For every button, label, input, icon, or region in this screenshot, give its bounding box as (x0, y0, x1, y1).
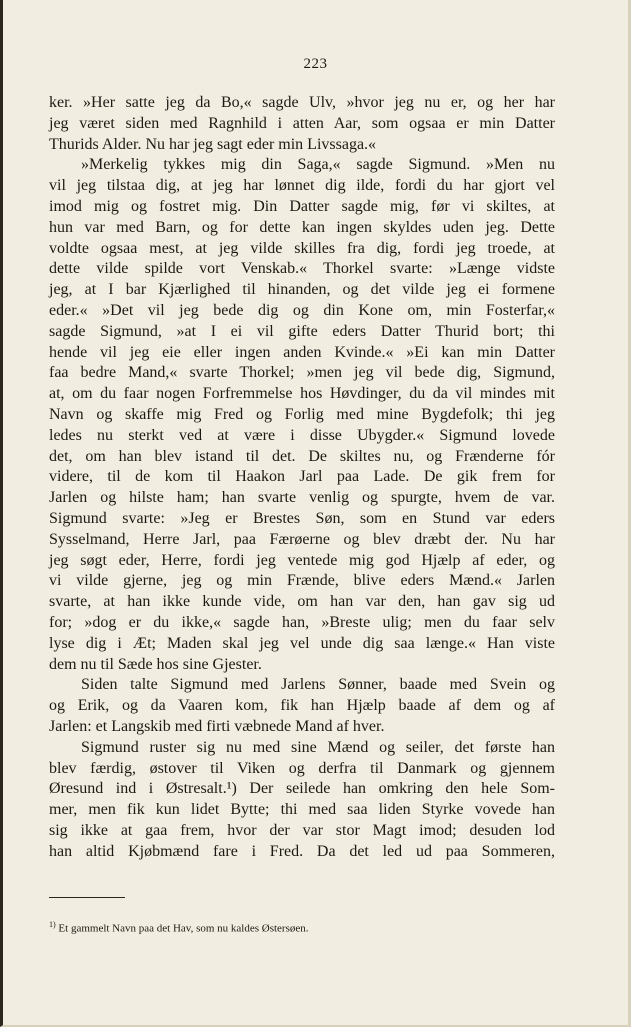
body-text (49, 93, 555, 862)
footnote-rule (49, 897, 125, 898)
text-line: mer, men fik kun lidet Bytte; thi med saa liden Styrke vovede han (49, 801, 555, 819)
text-line: imod mig og fostret mig. Din Datter sagde mig, før vi skiltes, at (49, 197, 555, 215)
text-line: blev færdig, østover til Viken og derfra til Danmark og gjennem (49, 759, 555, 777)
text-line: hende vil jeg eie eller ingen anden Kvinde.« »Ei kan min Datter (49, 343, 555, 361)
text-line: Siden talte Sigmund med Jarlens Sønner, baade med Svein og (81, 676, 555, 694)
text-line: jeg søgt eder, Herre, fordi jeg ventede mig god Hjælp af eder, og (49, 551, 555, 569)
text-line: Øresund ind i Østresalt.¹) Der seilede han omkring den hele Som- (49, 780, 555, 798)
text-line: Sigmund ruster sig nu med sine Mænd og seiler, det første han (81, 738, 555, 756)
text-line: og Erik, og da Vaaren kom, fik han Hjælp baade af dem og af (49, 697, 555, 715)
text-line: for; »dog er du ikke,« sagde han, »Breste ulig; men du faar selv (49, 613, 555, 631)
text-line: Sigmund svarte: »Jeg er Brestes Søn, som en Stund var eders (49, 509, 555, 527)
text-line: sig ikke at gaa frem, hvor der var stor Magt imod; desuden lod (49, 821, 555, 839)
text-line: ker. »Her satte jeg da Bo,« sagde Ulv, »hvor jeg nu er, og her har (49, 94, 555, 111)
text-line: dem nu til Sæde hos sine Gjester. (49, 655, 262, 673)
text-line: dette vilde spilde vort Venskab.« Thorkel svarte: »Længe vidste (49, 260, 555, 278)
text-line: svarte, at han ikke kunde vide, om han var den, han gav sig ud (49, 593, 555, 611)
text-line: Jarlen: et Langskib med firti væbnede Mand af hver. (49, 717, 385, 735)
text-line: at, om du faar nogen Forfremmelse hos Høvdinger, du da vil mindes mit (49, 385, 555, 403)
text-line: lyse dig i Æt; Maden skal jeg vel unde dig saa længe.« Han viste (49, 634, 555, 652)
text-line: Navn og skaffe mig Fred og Forlig med mine Bygdefolk; thi jeg (49, 405, 555, 423)
text-line: han altid Kjøbmænd fare i Fred. Da det led ud paa Sommeren, (49, 842, 555, 860)
text-line: ledes nu sterkt ved at være i disse Ubygder.« Sigmund lovede (49, 426, 555, 444)
text-line: videre, til de kom til Haakon Jarl paa Lade. De gik frem for (49, 468, 555, 486)
text-line: voldte ogsaa mest, at jeg vilde skilles fra dig, fordi jeg troede, at (49, 239, 555, 257)
text-line: det, om han blev istand til det. De skiltes nu, og Frænderne fór (49, 447, 555, 465)
text-line: Sysselmand, Herre Jarl, paa Færøerne og blev dræbt der. Nu har (49, 530, 555, 548)
text-line: faa bedre Mand,« svarte Thorkel; »men jeg vil bede dig, Sigmund, (49, 364, 555, 382)
footnote (49, 918, 555, 936)
page-number: 223 (303, 56, 328, 72)
text-line: Thurids Alder. Nu har jeg sagt eder min Livssaga.« (49, 135, 377, 153)
text-line: jeg, at I bar Kjærlighed til hinanden, og det vilde jeg ei formene (49, 281, 555, 299)
footnote-text: Et gammelt Navn paa det Hav, som nu kaldes Østersøen. (58, 922, 309, 935)
text-line: vi vilde gjerne, jeg og min Frænde, blive eders Mænd.« Jarlen (49, 572, 555, 590)
text-line: eder.« »Det vil jeg bede dig og din Kone om, min Fosterfar,« (49, 301, 555, 319)
text-line: »Merkelig tykkes mig din Saga,« sagde Sigmund. »Men nu (81, 156, 555, 174)
text-line: hun var med Barn, og for dette kan ingen skyldes uden jeg. Dette (49, 218, 555, 236)
text-line: vil jeg tilstaa dig, at jeg har lønnet dig ilde, fordi du har gjort vel (49, 177, 555, 195)
text-line: jeg været siden med Ragnhild i atten Aar, som ogsaa er min Datter (49, 114, 555, 132)
text-line: Jarlen og hilste ham; han svarte venlig og spurgte, hvem de var. (49, 489, 555, 507)
footnote-marker: 1) (49, 920, 56, 929)
text-line: sagde Sigmund, »at I ei vil gifte eders Datter Thurid bort; thi (49, 322, 555, 340)
